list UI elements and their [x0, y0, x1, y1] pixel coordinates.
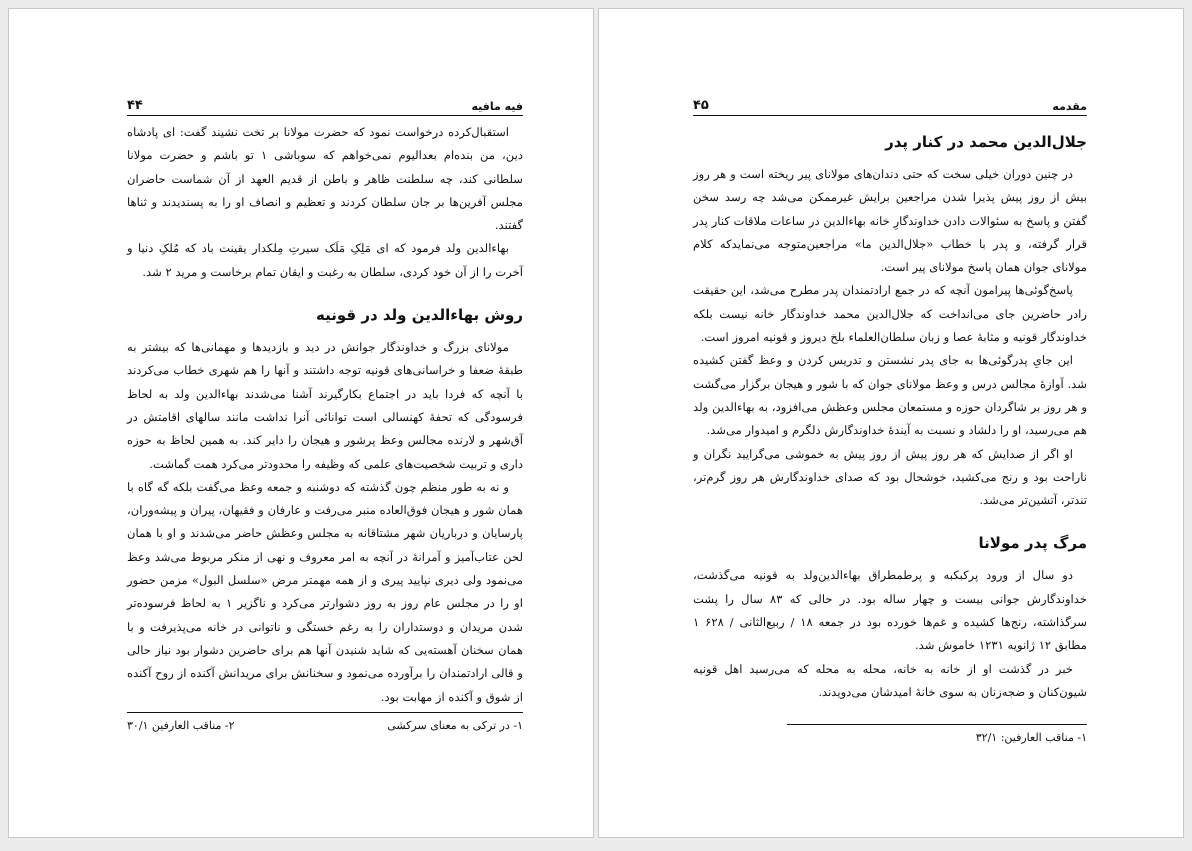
paragraph: خبر در گذشت او از خانه به خانه، محله به محله که می‌رسید اهل قونیه شیون‌کنان و ضجه‌زنان به سوی خانهٔ امیدشان می‌دویدند. — [693, 661, 1087, 699]
left-page — [8, 8, 594, 838]
paragraph: استقبال‌کرده درخواست نمود که حضرت مولانا بر تخت نشیند گفت: ای پادشاه دین، من بنده‌ام بعدالیوم نمی‌خواهم که سوباشی ۱ تو باشم و حضرت مولانا سلطانی کند، چه سلطنت ظاهر و باطن از قدیم العهد از آن شماست حاضران مجلس آفرین‌ها بر جان سلطان کردند و تعظیم و انصاف او را به پسندیدند و ثناها گفتند. — [127, 125, 523, 233]
section-heading: جلال‌الدین محمد در کنار پدر — [885, 133, 1087, 151]
section-heading: روش بهاءالدین ولد در قونیه — [316, 306, 523, 325]
page-number: ۴۵ — [693, 98, 709, 113]
page-body — [127, 121, 523, 709]
footnotes — [787, 724, 1087, 744]
page-header — [127, 93, 523, 116]
paragraph: مولانای بزرگ و خداوندگار جوانش در دید و بازدیدها و مهمانی‌ها که بیشتر به طبقهٔ ضعفا و خراسانی‌های قونیه توجه داشتند و آنها را هم شهری خطاب می‌کردند با آنچه که فردا باید در اجتماع بکارگیرند آشنا می‌شدند بهاءالدین ولد به لحاظ فرسودگی که تحفهٔ کهنسالی است توانائی آنرا نداشت مانند سالهای اقامتش در آق‌شهر و لارنده مجالس وعظ پرشور و هیجان را دایر کند. به همین لحاظ به حوزه داری و تربیت شخصیت‌های علمی که وظیفه را محدودتر می‌کرد همت گماشت. — [127, 340, 523, 471]
right-page — [598, 8, 1184, 838]
footnote: ۲- مناقب العارفین ۳۰/۱ — [127, 719, 235, 732]
page-number: ۴۴ — [127, 98, 143, 113]
page-header — [693, 93, 1087, 116]
paragraph: این جایِ پدرگوئی‌ها به جای پدر نشستن و تدریس کردن و وعظ گفتن کشیده شد. آوازهٔ مجالس درس و وعظ مولانای جوان که با شور و هیجان برگزار می‌گشت و هر روز بر شاگردان حوزه و مستمعان مجلس وعظش می‌افزود، به بهاءالدین ولد هم می‌رسید، او را دلشاد و نسبت به آیندهٔ خداوندگارش دلگرم و امیدوار می‌شد. — [693, 353, 1087, 438]
page-body — [693, 127, 1087, 704]
paragraph: در چنین دوران خیلی سخت که حتی دندان‌های مولانای پیر ریخته است و هر روز بیش از روز پیش پذیرا شدن مراجعین برایش غیرممکن می‌شد چه رسد سخن گفتن و پاسخ به سئوالات دادن خداوندگارِ خانه بهاءالدین در ساعات ملاقات کنار پدر قرار گرفته، و پدر با خطاب «جلال‌الدین ما» مراجعین‌متوجه می‌نمایدکه کلام مولانای جوان همان پاسخ مولانای پیر است. — [693, 167, 1087, 275]
paragraph: او اگر از صدایش که هر روز پیش از روز پیش به خموشی می‌گرایید نگران و ناراحت بود و رنج می‌کشید، خوشحال بود که صدای خداوندگارش هر روز گرم‌تر، تندتر، آتشین‌تر می‌شد. — [693, 446, 1087, 508]
section-heading: مرگ پدر مولانا — [978, 534, 1087, 553]
running-title: مقدمه — [1052, 100, 1087, 113]
footnotes — [127, 712, 523, 732]
paragraph: پاسخ‌گوئی‌ها پیرامون آنچه که در جمع ارادتمندان پدر مطرح می‌شد، این حقیقت رادر حاضرین جای می‌انداخت که جلال‌الدین محمد خداوندگار خانه نیست بلکه خداوندگار قونیه و مثابهٔ عصا و زبان سلطان‌العلماء بلخ دیروز و قونیه امروز است. — [693, 283, 1087, 345]
paragraph: و نه به طور منظم چون گذشته که دوشنبه و جمعه وعظ می‌گفت بلکه گه گاه با همان شور و هیجان فوق‌العاده منبر می‌رفت و عارفان و فقیهان، پیران و پیشه‌وران، پارسایان و درباریان شهر مشتاقانه به مجلس وعظش حاضر می‌شدند و او با همان لحن عتاب‌آمیز و آمرانهٔ در آنچه به امر معروف و نهی از منکر مربوط می‌شد وعظ می‌نمود ولی دیری نپایید پیری و از همه مهمتر مرض «سلسل البول» مزمن حضور او را در مجلس عام روز به روز دشوارتر می‌کرد و ناگزیر ۱ به لحاظ فرسوده‌تر شدن مریدان و دوستداران را به رغم خستگی و ناتوانی در خانه می‌پذیرفت و با همان سخنان آهسته‌یی که شاید شنیدن آنها هم برای حاضرین دشوار بود نیاز حالی و قالی ارادتمندان را برآورده می‌نمود و سخنانش برای مریدانش آکنده از روح آکنده از شوق و آکنده از مهابت بود. — [127, 479, 524, 704]
footnote: ۱- مناقب العارفین: ۳۲/۱ — [975, 731, 1087, 744]
footnote: ۱- در ترکی به معنای سرکشی — [387, 719, 523, 732]
paragraph: دو سال از ورود پرکبکبه و پرطمطراق بهاءالدین‌ولد به قونیه می‌گذشت، خداوندگارش جوانی بیست و چهار ساله بود. در حالی که ۸۳ سال را پشت سرگذاشته، رنج‌ها کشیده و غم‌ها خورده بود در جمعه ۱۸ / ربیع‌الثانی / ۶۲۸ ۱ مطابق ۱۲ ژانویه ۱۲۳۱ خاموش شد. — [693, 568, 1088, 653]
running-title: فيه مافيه — [471, 100, 523, 113]
paragraph: بهاءالدین ولد فرمود که ای مَلِکِ مَلَک سیرتِ مِلکدار یقینت باد که مُلکِ دنیا و آخرت را از آن خود کردی، سلطان به رغبت و ایقان تمام برخاست و مرید ۲ شد. — [127, 241, 523, 279]
